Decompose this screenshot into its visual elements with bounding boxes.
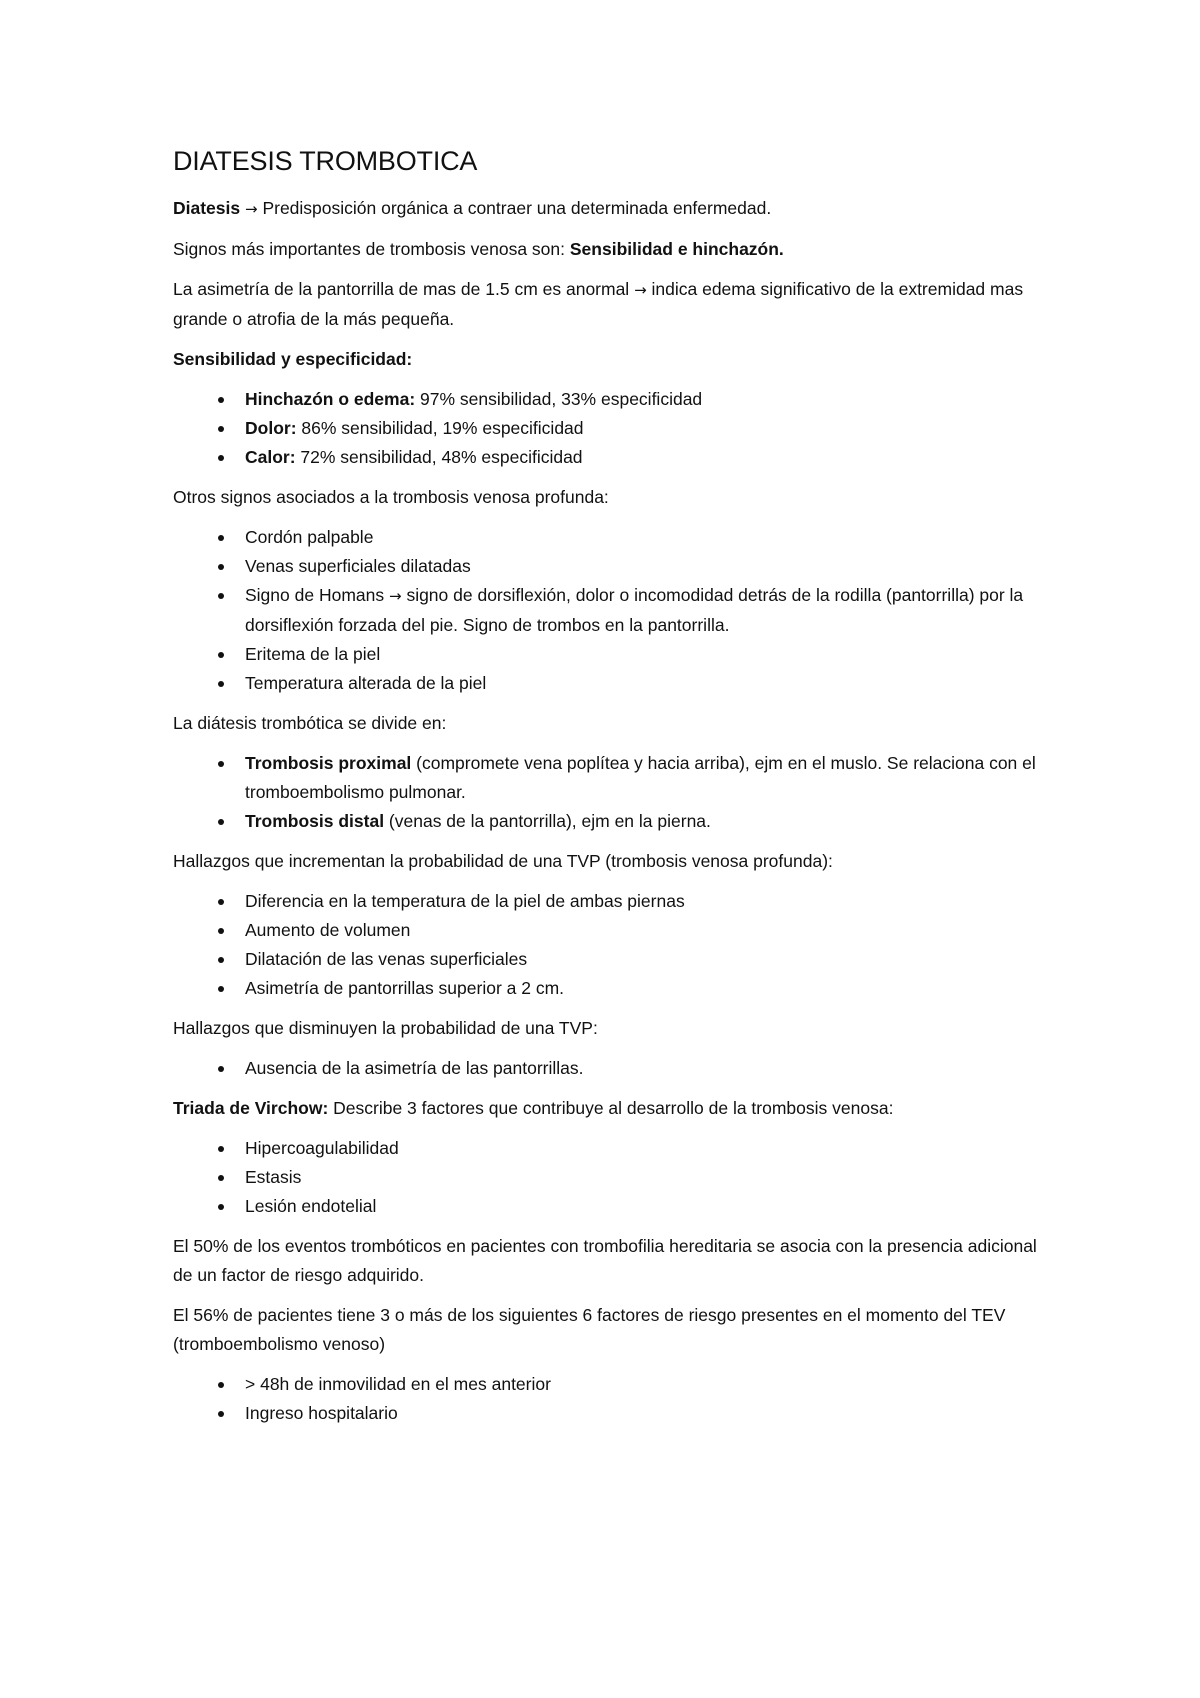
asimetria-paragraph: [173, 275, 1053, 334]
diatesis-definition-text: Predisposición orgánica a contraer una determinada enfermedad.: [257, 198, 772, 218]
list-item: [173, 887, 1053, 916]
bullet-icon: [218, 899, 224, 905]
bullet-icon: [218, 397, 224, 403]
list-item: [173, 669, 1053, 698]
signos-text: Signos más importantes de trombosis venosa son:: [173, 239, 570, 259]
list-item-label: Calor:: [245, 447, 296, 467]
paragraph-56: El 56% de pacientes tiene 3 o más de los siguientes 6 factores de riesgo presentes en el momento del TEV (tromboembolismo venoso): [173, 1305, 1006, 1354]
list-item: [173, 807, 1053, 836]
otros-list: [173, 523, 1053, 698]
bullet-icon: [218, 928, 224, 934]
homans-description: signo de dorsiflexión, dolor o incomodidad detrás de la rodilla (pantorrilla) por la dorsiflexión forzada del pie. Signo de trombos en la pantorrilla.: [245, 585, 1024, 635]
list-item-text: Diferencia en la temperatura de la piel de ambas piernas: [245, 891, 685, 911]
sens-list: [173, 385, 1053, 472]
list-item: [173, 1370, 1053, 1399]
bullet-icon: [218, 1146, 224, 1152]
list-item: [173, 443, 1053, 472]
virchow-list: [173, 1134, 1053, 1221]
bullet-icon: [218, 426, 224, 432]
document-title: DIATESIS TROMBOTICA: [173, 146, 478, 176]
list-item: [173, 1054, 1053, 1083]
list-item-text: Cordón palpable: [245, 527, 374, 547]
list-item-label: Trombosis proximal: [245, 753, 412, 773]
bullet-icon: [218, 681, 224, 687]
bullet-icon: [218, 1066, 224, 1072]
signos-bold: Sensibilidad e hinchazón.: [569, 239, 784, 259]
disminuyen-list: [173, 1054, 1053, 1083]
list-item-text: (venas de la pantorrilla), ejm en la pierna.: [384, 811, 711, 831]
list-item-text: 97% sensibilidad, 33% especificidad: [415, 389, 703, 409]
document-page: [173, 146, 1053, 1439]
list-item-label: Hinchazón o edema:: [245, 389, 416, 409]
list-item: [173, 1192, 1053, 1221]
diatesis-term: Diatesis: [173, 198, 241, 218]
incrementan-heading: Hallazgos que incrementan la probabilidad de una TVP (trombosis venosa profunda):: [173, 851, 833, 871]
arrow-icon: →: [389, 587, 402, 605]
list-item: [173, 916, 1053, 945]
list-item-label: Dolor:: [245, 418, 297, 438]
division-heading: La diátesis trombótica se divide en:: [173, 713, 447, 733]
bullet-icon: [218, 819, 224, 825]
list-item: [173, 945, 1053, 974]
list-item-text: Hipercoagulabilidad: [245, 1138, 399, 1158]
bullet-icon: [218, 761, 224, 767]
incrementan-list: [173, 887, 1053, 1003]
sens-heading: Sensibilidad y especificidad:: [173, 349, 413, 369]
list-item-text: Asimetría de pantorrillas superior a 2 cm.: [245, 978, 565, 998]
asimetria-text-2: indica edema significativo de la extremidad mas grande o atrofia de la más pequeña.: [173, 279, 1024, 329]
list-item: [173, 523, 1053, 552]
list-item-text: Venas superficiales dilatadas: [245, 556, 471, 576]
bullet-icon: [218, 593, 224, 599]
signos-paragraph: [173, 235, 1053, 264]
list-item-text: 72% sensibilidad, 48% especificidad: [295, 447, 583, 467]
list-item-text: Estasis: [245, 1167, 302, 1187]
division-list: [173, 749, 1053, 836]
list-item-text: Lesión endotelial: [245, 1196, 377, 1216]
list-item-text: (compromete vena poplítea y hacia arriba), ejm en el muslo. Se relaciona con el tromboembolismo pulmonar.: [245, 753, 1036, 802]
virchow-paragraph: [173, 1094, 1053, 1123]
list-item-text: Dilatación de las venas superficiales: [245, 949, 528, 969]
list-item: [173, 749, 1053, 807]
virchow-text: Describe 3 factores que contribuye al desarrollo de la trombosis venosa:: [328, 1098, 894, 1118]
list-item: [173, 581, 1053, 640]
list-item-text: > 48h de inmovilidad en el mes anterior: [245, 1374, 551, 1394]
diatesis-definition: [173, 194, 1053, 224]
list-item: [173, 1134, 1053, 1163]
bullet-icon: [218, 652, 224, 658]
list-item-text: Ingreso hospitalario: [245, 1403, 398, 1423]
list-item: [173, 414, 1053, 443]
list-item: [173, 1163, 1053, 1192]
list-item-label: Trombosis distal: [245, 811, 385, 831]
otros-heading: Otros signos asociados a la trombosis venosa profunda:: [173, 487, 609, 507]
bullet-icon: [218, 957, 224, 963]
bullet-icon: [218, 564, 224, 570]
list-item: [173, 552, 1053, 581]
bullet-icon: [218, 535, 224, 541]
factores-list: [173, 1370, 1053, 1428]
paragraph-50: El 50% de los eventos trombóticos en pacientes con trombofilia hereditaria se asocia con la presencia adicional de un factor de riesgo adquirido.: [173, 1236, 1037, 1285]
asimetria-text-1: La asimetría de la pantorrilla de mas de 1.5 cm es anormal: [173, 279, 635, 299]
list-item: [173, 385, 1053, 414]
bullet-icon: [218, 455, 224, 461]
list-item: [173, 1399, 1053, 1428]
disminuyen-heading: Hallazgos que disminuyen la probabilidad de una TVP:: [173, 1018, 598, 1038]
list-item: [173, 974, 1053, 1003]
bullet-icon: [218, 1204, 224, 1210]
bullet-icon: [218, 1382, 224, 1388]
bullet-icon: [218, 1175, 224, 1181]
virchow-label: Triada de Virchow:: [173, 1098, 329, 1118]
list-item-text: 86% sensibilidad, 19% especificidad: [296, 418, 584, 438]
bullet-icon: [218, 1411, 224, 1417]
list-item-text: Aumento de volumen: [245, 920, 411, 940]
list-item-text: Signo de Homans: [245, 585, 385, 605]
arrow-icon: →: [634, 281, 647, 299]
list-item-text: Ausencia de la asimetría de las pantorrillas.: [245, 1058, 584, 1078]
list-item-text: Eritema de la piel: [245, 644, 381, 664]
list-item: [173, 640, 1053, 669]
arrow-icon: →: [245, 200, 258, 218]
list-item-text: Temperatura alterada de la piel: [245, 673, 487, 693]
bullet-icon: [218, 986, 224, 992]
